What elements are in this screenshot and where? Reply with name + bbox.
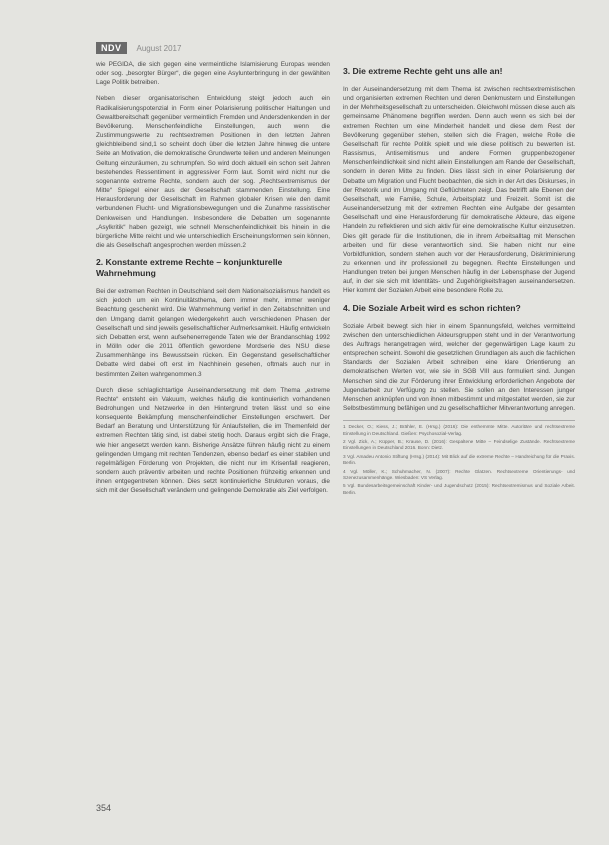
footnote: 5 Vgl. Bundesarbeitsgemeinschaft Kinder- und Jugendschutz (2015): Rechtsextremismus und Soziale Arbeit. Berlin.: [343, 483, 575, 495]
intro-paragraph: wie PEGIDA, die sich gegen eine vermeintliche Islamisierung Europas wenden oder sog. „besorgter Bürger“, die gegen eine Asylunterbringung in der gewählten Lage Politik betreiben.: [96, 61, 330, 87]
section-heading-4: 4. Die Soziale Arbeit wird es schon richten?: [343, 302, 521, 313]
footnote: 4 Vgl. Möller, K.; Schuhmacher, N. (2007): Rechte Glatzen. Rechtsextreme Orientierungs- und Szenezusammenhänge. Wiesbaden: VS Verlag.: [343, 468, 575, 480]
body-paragraph: Durch diese schlaglichtartige Auseinandersetzung mit dem Thema „extreme Rechte“ entsteht ein Vakuum, welches häufig die kontinuierlich vorhandenen Bedrohungen und Netzwerke in den Hintergrund treten lässt und so eine konsequente Bekämpfung menschenfeindlicher Einstellungen erschwert. Der Bedarf an Beratung und Unterstützung für Anlaufstellen, die im Themenfeld der extremen Rechten tätig sind, ist dabei stetig hoch. Daraus ergibt sich die Frage, wie hier angesetzt werden kann. Bisherige Ansätze führen häufig nicht zu einem gelingenden Umgang mit rechten Tendenzen, ebenso bedarf es einer stabilen und regelmäßigen Förderung von Projekten, die nicht nur im Krisenfall reagieren, sondern auch präventiv arbeiten und rechte Positionen frühzeitig erkennen und ihnen entgegentreten können. Dies setzt kontinuierliche Strukturen voraus, die sich mit der Gesellschaft verändern und gelingende Demokratie als Ziel verfolgen.: [96, 386, 330, 495]
issue-label: August 2017: [136, 43, 182, 53]
right-column: [343, 60, 575, 830]
body-paragraph: Soziale Arbeit bewegt sich hier in einem Spannungsfeld, welches vermittelnd zwischen den unterschiedlichen Akteursgruppen steht und in der Verantwortung des Auftrags herangetragen wird, welcher der gegenwärtigen Lage kaum zu entsprechen scheint. Sowohl die gesetzlichen Grundlagen als auch die fachlichen Standards der Sozialen Arbeit schreiben eine klare Orientierung an demokratischen Werten vor, wie sie in SGB VIII aus formuliert sind. Jungen Menschen sind die zur Förderung ihrer Entwicklung erforderlichen Angebote der Jugendarbeit zur Verfügung zu stellen. Sie sollen an den Interessen junger Menschen anknüpfen und von ihnen mitbestimmt und mitgestaltet werden, sie zur Selbstbestimmung befähigen und zu gesellschaftlicher Mitverantwortung anregen.: [343, 322, 575, 412]
section-heading-3: 3. Die extreme Rechte geht uns alle an!: [343, 66, 503, 76]
body-paragraph: In der Auseinandersetzung mit dem Thema ist zwischen rechtsextremistischen und organisierten extremen Rechten und deren Denkmustern und Einstellungen in der Mehrheitsgesellschaft zu unterscheiden. Gleichwohl müssen diese auch als gemeinsame Phänomene begriffen werden. Denn auch wenn es sich bei der extremen Rechten um eine Minderheit handelt und diese dem Rest der Bevölkerung gegenüber stehen, stellen sich die Fragen, welche Rolle die Gesellschaft für rechte Politik spielt und wie diese politisch zu bewerten ist. Rassismus, Antisemitismus und andere Formen gruppenbezogener Menschenfeindlichkeit sind nicht allein Einstellungen am Rande der Gesellschaft, sondern in deren Mitte zu finden. Dies lässt sich in einer Polarisierung der Debatte um Migration und Flucht beobachten, die sich in der Art des Diskurses, in der Rhetorik und im Umgang mit Geflüchteten zeigt. Das betrifft alle Ebenen der Gesellschaft, wie Familie, Schule, Arbeitsplatz und Freizeit. Somit ist die Auseinandersetzung mit der extremen Rechten eine Aufgabe der gesamten Gesellschaft und eine Herausforderung für demokratische Akteure, das eigene Handeln zu reflektieren und sich aktiv für eine demokratische Kultur einzusetzen. Dies gilt gerade für die Institutionen, die in ihrem Arbeitsalltag mit Menschen arbeiten und für diese verantwortlich sind. Sie haben nicht nur eine Vorbildfunktion, sondern stehen auch vor der Herausforderung, Diskriminierung zu erkennen und ihr professionell zu begegnen. Rechte Einstellungen und Handlungen treten bei jungen Menschen häufig in der Lebensphase der Jugend auf, in der sie sich mit Identitäts- und Zugehörigkeitsfragen auseinandersetzen. Hier kommt der Sozialen Arbeit eine besondere Rolle zu.: [343, 86, 575, 295]
page-number: 354: [96, 803, 112, 813]
footnote: 2 Vgl. Zick, A.; Küpper, B.; Krause, D. (2016): Gespaltene Mitte – Feindselige Zustände. Rechtsextreme Einstellungen in Deutschland 2016. Bonn: Dietz.: [343, 438, 575, 451]
footnote: 1 Decker, O.; Kiess, J.; Brähler, E. (Hrsg.) (2016): Die enthemmte Mitte. Autoritäre und rechtsextreme Einstellung in Deutschland. Gießen: Psychosozial-Verlag.: [343, 424, 575, 436]
section-heading-2: 2. Konstante extreme Rechte – konjunkturelle Wahrnehmung: [96, 257, 283, 279]
body-paragraph: Bei der extremen Rechten in Deutschland seit dem Nationalsozialismus handelt es sich jedoch um ein Kontinuitätsthema, dem immer mehr, immer weniger Beachtung geschenkt wird. Die Wahrnehmung verlief in den Zeitabschnitten und den Umgang damit gelangen wiedergekehrt auch verschiedenen Phasen der Gesellschaft und sind jeweils gesellschaftlicher Aufmerksamkeit. Häufig entwickeln sich Debatten erst, wenn aufsehenerregende Taten wie der Brandanschlag 1992 in Mölln oder die 2011 öffentlich gewordene Mordserie des NSU diese Zusammenhänge ins Bewusstsein rücken. Ein Gegenstand gesellschaftlicher Debatte wird dabei oft erst im Nachhinein gesehen, oftmals auch nur in bestimmten Zeiten wahrgenommen.3: [96, 288, 330, 378]
journal-logo: NDV: [96, 42, 127, 54]
body-paragraph: Neben dieser organisatorischen Entwicklung steigt jedoch auch ein Radikalisierungspotenzial in Form einer Polarisierung politischer Haltungen und Gewaltbereitschaft gegenüber vermeintlich Fremden und Andersdenkenden in der Bevölkerung. Menschenfeindliche Einstellungen, auch wenn die Zustimmungswerte zu rechtsextremen Positionen in den letzten Jahren gleichbleibend sind,1 so scheint doch über die letzten Jahre hinweg die untere Seite an Motivation, die demokratische Grundwerte teilen und anderen Meinungen Geltung einzuräumen, zu schrumpfen. So wird doch aktuell ein schon seit Jahren bestehendes Ressentiment in aggressiver Form laut. Somit wird nicht nur die sogenannte extreme Rechte, sondern auch der sog. „Rechtsextremismus der Mitte“ Spiegel einer aus der Gesellschaft stammenden Einstellung. Eine Herausforderung der Gesellschaft im Rahmen globaler Krisen wie den damit verbundenen Flucht- und Migrationsbewegungen und die Zunahme rassistischer Denkweisen und Handlungen. Insbesondere die Debatten um sogenannte „Asylkritik“ haben gezeigt, wie schnell Menschenfeindlichkeit bis hinein in die bürgerliche Mitte reicht und wie unterschiedlich Erscheinungsformen sein können, die als Gesellschaft angesprochen werden müssen.2: [96, 95, 330, 249]
running-header: [96, 41, 181, 55]
footnote: 3 Vgl. Amadeu Antonio Stiftung (Hrsg.) (2014): Mit Blick auf die extreme Rechte – Handreichung für die Praxis. Berlin.: [343, 453, 575, 466]
footnotes: [343, 420, 575, 496]
left-column: [96, 60, 330, 818]
